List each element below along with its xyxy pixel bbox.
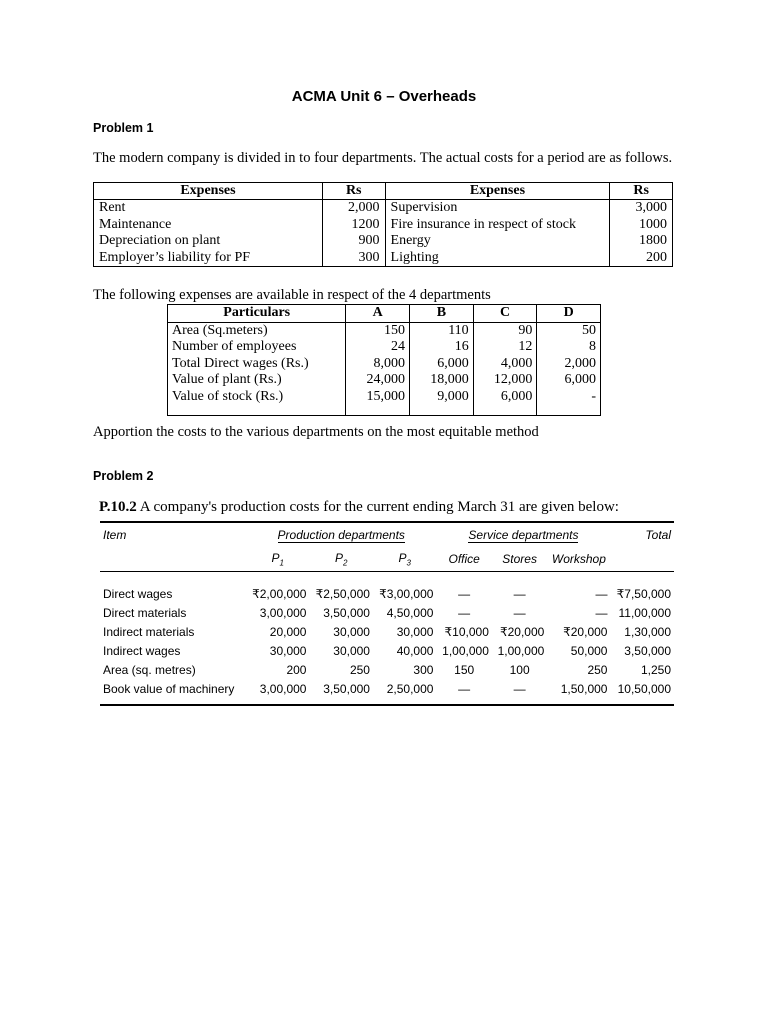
- col-header: D: [537, 305, 601, 323]
- cell: 4,000: [473, 356, 537, 373]
- table-row: [100, 641, 674, 660]
- production-header-label: Production departments: [277, 528, 405, 542]
- cell: 200: [610, 250, 673, 267]
- document-title: ACMA Unit 6 – Overheads: [291, 88, 477, 105]
- cell: 50,000: [570, 643, 608, 658]
- cell: Area (Sq.meters): [168, 322, 346, 339]
- blank-cell: [100, 547, 246, 572]
- table-row: [94, 217, 673, 233]
- col-header: Expenses: [94, 183, 323, 200]
- cell: 30,000: [333, 624, 370, 639]
- cell: ₹2,50,000: [315, 586, 370, 601]
- cell: 300: [413, 662, 434, 677]
- cell: Rent: [94, 200, 323, 217]
- cell: 24,000: [346, 372, 410, 389]
- cell: ₹7,50,000: [616, 586, 671, 601]
- cell: 50: [537, 322, 601, 339]
- production-costs-table: [100, 521, 674, 706]
- cell: 250: [349, 662, 370, 677]
- cell: 6,000: [473, 389, 537, 416]
- cell: Indirect wages: [103, 643, 181, 658]
- col-header: Particulars: [168, 305, 346, 323]
- cell: Employer’s liability for PF: [94, 250, 323, 267]
- cell: Value of plant (Rs.): [168, 372, 346, 389]
- stores-header: Stores: [492, 547, 547, 572]
- cell: 6,000: [410, 356, 474, 373]
- cell: 10,50,000: [617, 681, 671, 696]
- cell: 8,000: [346, 356, 410, 373]
- cell: 100: [509, 662, 530, 677]
- cell: 2,000: [537, 356, 601, 373]
- cell: —: [458, 681, 471, 696]
- cell: 150: [346, 322, 410, 339]
- cell: 2,000: [322, 200, 385, 217]
- cell: Number of employees: [168, 339, 346, 356]
- cell: 1,250: [640, 662, 671, 677]
- cell: 15,000: [346, 389, 410, 416]
- cell: 1000: [610, 217, 673, 233]
- cell: 1,50,000: [560, 681, 608, 696]
- cell: Value of stock (Rs.): [168, 389, 346, 416]
- table-row: [100, 679, 674, 698]
- table-row: [94, 233, 673, 249]
- problem2-heading: Problem 2: [93, 469, 154, 483]
- p-label: P: [271, 550, 280, 565]
- p-label: P: [398, 550, 407, 565]
- col-header: Rs: [610, 183, 673, 200]
- col-header: A: [346, 305, 410, 323]
- cell: 12,000: [473, 372, 537, 389]
- cell: 1,30,000: [624, 624, 671, 639]
- cell: 3,00,000: [259, 681, 307, 696]
- cell: Fire insurance in respect of stock: [385, 217, 610, 233]
- col-header: C: [473, 305, 537, 323]
- cell: ₹10,000: [444, 624, 489, 639]
- cell: —: [458, 605, 471, 620]
- cell: 30,000: [396, 624, 434, 639]
- cell: Supervision: [385, 200, 610, 217]
- expenses-table: [93, 182, 673, 267]
- table-row: [168, 339, 601, 356]
- problem1-heading: Problem 1: [93, 121, 154, 135]
- cell: Book value of machinery: [103, 681, 235, 696]
- p-label: P: [334, 550, 343, 565]
- cell: ₹20,000: [563, 624, 608, 639]
- cell: -: [537, 389, 601, 416]
- cell: 40,000: [396, 643, 434, 658]
- cell: 1200: [322, 217, 385, 233]
- cell: 24: [346, 339, 410, 356]
- cell: 250: [587, 662, 608, 677]
- p-sub: 3: [406, 558, 411, 568]
- p1-header: [246, 547, 309, 572]
- cell: 30,000: [333, 643, 370, 658]
- p2-header: [309, 547, 372, 572]
- cell: 300: [322, 250, 385, 267]
- cell: Direct materials: [103, 605, 187, 620]
- table-row: [100, 622, 674, 641]
- cell: 1800: [610, 233, 673, 249]
- cell: Total Direct wages (Rs.): [168, 356, 346, 373]
- service-header-label: Service departments: [468, 528, 579, 542]
- cell: 90: [473, 322, 537, 339]
- cell: ₹20,000: [499, 624, 545, 639]
- cell: Energy: [385, 233, 610, 249]
- col-header: B: [410, 305, 474, 323]
- cell: 4,50,000: [386, 605, 434, 620]
- cell: Maintenance: [94, 217, 323, 233]
- table-row: [168, 389, 601, 416]
- spacer: [100, 572, 674, 585]
- problem2-statement: [99, 499, 619, 516]
- table-row: [168, 356, 601, 373]
- service-header: [436, 522, 610, 547]
- item-header: Item: [103, 528, 127, 542]
- table-row: [94, 250, 673, 267]
- table-row: [94, 200, 673, 217]
- cell: 900: [322, 233, 385, 249]
- workshop-header: Workshop: [547, 547, 610, 572]
- cell: 3,00,000: [259, 605, 307, 620]
- departments-table: [167, 304, 601, 416]
- p-sub: 2: [343, 558, 348, 568]
- p3-header: [373, 547, 436, 572]
- cell: Lighting: [385, 250, 610, 267]
- problem1-intro: The modern company is divided in to four departments. The actual costs for a period are as follows.: [93, 150, 673, 166]
- problem1-intro2: The following expenses are available in respect of the 4 departments: [93, 287, 491, 303]
- problem1-instruction: Apportion the costs to the various departments on the most equitable method: [93, 424, 539, 440]
- cell: 150: [454, 662, 475, 677]
- cell: 12: [473, 339, 537, 356]
- cell: —: [595, 605, 608, 620]
- cell: 1,00,000: [442, 643, 489, 658]
- cell: Indirect materials: [103, 624, 195, 639]
- table-row: [168, 322, 601, 339]
- cell: 16: [410, 339, 474, 356]
- cell: 200: [286, 662, 307, 677]
- col-header: Expenses: [385, 183, 610, 200]
- cell: ₹3,00,000: [379, 586, 434, 601]
- cell: Area (sq. metres): [103, 662, 196, 677]
- table-row: [168, 372, 601, 389]
- cell: 110: [410, 322, 474, 339]
- p-sub: 1: [279, 558, 284, 568]
- cell: 3,50,000: [323, 605, 370, 620]
- cell: —: [513, 605, 526, 620]
- problem-ref: P.10.2: [99, 499, 137, 515]
- problem-text: A company's production costs for the current ending March 31 are given below:: [139, 499, 619, 515]
- cell: Direct wages: [103, 586, 173, 601]
- table-row: [100, 603, 674, 622]
- cell: ₹2,00,000: [252, 586, 307, 601]
- spacer: [100, 698, 674, 705]
- cell: Depreciation on plant: [94, 233, 323, 249]
- cell: 18,000: [410, 372, 474, 389]
- blank-cell: [610, 547, 674, 572]
- cell: 1,00,000: [497, 643, 545, 658]
- cell: —: [595, 586, 608, 601]
- cell: 8: [537, 339, 601, 356]
- cell: —: [458, 586, 471, 601]
- cell: 3,000: [610, 200, 673, 217]
- cell: —: [513, 681, 526, 696]
- table-row: [100, 660, 674, 679]
- total-header: Total: [645, 528, 671, 542]
- col-header: Rs: [322, 183, 385, 200]
- cell: 30,000: [269, 643, 307, 658]
- cell: 9,000: [410, 389, 474, 416]
- cell: 3,50,000: [323, 681, 370, 696]
- cell: 3,50,000: [624, 643, 671, 658]
- table-row: [100, 584, 674, 603]
- cell: 6,000: [537, 372, 601, 389]
- production-header: [246, 522, 436, 547]
- cell: 20,000: [269, 624, 307, 639]
- cell: 2,50,000: [386, 681, 434, 696]
- cell: 11,00,000: [618, 605, 671, 620]
- office-header: Office: [436, 547, 491, 572]
- cell: —: [513, 586, 526, 601]
